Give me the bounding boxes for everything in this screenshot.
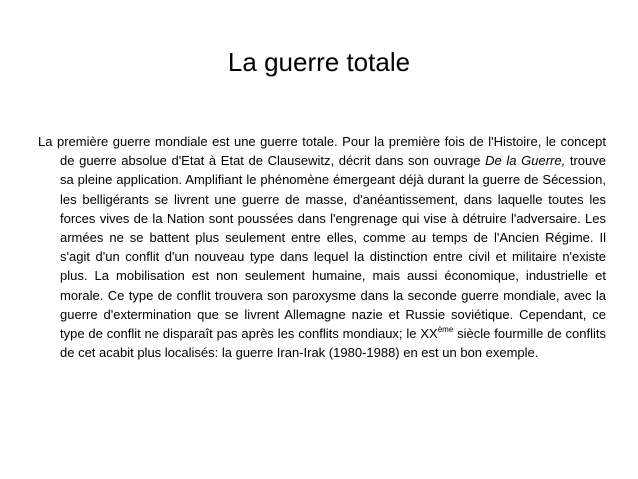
paragraph-text-2: trouve sa pleine application. Amplifiant le phénomène émergeant déjà durant la guerre de Sécession, les belligérants se livrent une guerre de masse, d'anéantissement, dans laquelle toutes les forces vives de la Nation sont poussées dans l'engrenage qui vise à détruire l'adversaire. Les armées ne se battent plus seulement entre elles, comme au temps de l'Ancien Régime. Il s'agit d'un conflit d'un nouveau type dans lequel la distinction entre civil et militaire n'existe plus. La mobilisation est non seulement humaine, mais aussi économique, industrielle et morale. Ce type de conflit trouvera son paroxysme dans la seconde guerre mondiale, avec la guerre d'extermination que se livrent Allemagne nazie et Russie soviétique. Cependant, ce type de conflit ne disparaît pas après les conflits mondiaux; le XX [60,153,606,342]
paragraph-text-1: La première guerre mondiale est une guerre totale. Pour la première fois de l'Histoire, le concept de guerre absolue d'Etat à Etat de Clausewitz, décrit dans son ouvrage [38,134,606,169]
book-title: De la Guerre, [485,153,566,169]
slide-title: La guerre totale [227,47,411,77]
body-paragraph [38,132,606,362]
century-superscript: ème [437,325,454,335]
paragraph-text-3: siècle fourmille de conflits de cet acabit plus localisés: la guerre Iran-Irak (1980-1988) en est un bon exemple. [60,326,606,361]
